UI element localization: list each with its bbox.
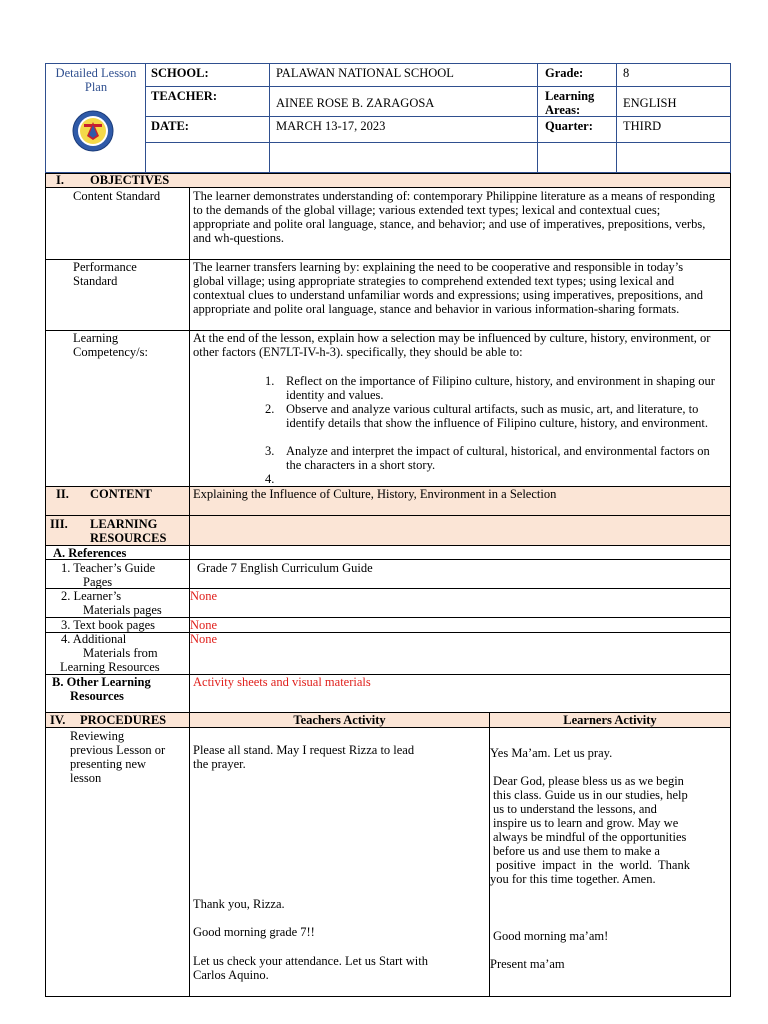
competency-item-num: 2. — [265, 402, 275, 416]
header-divider — [145, 142, 731, 143]
resource-label: Pages — [83, 575, 113, 589]
table-border — [730, 173, 731, 997]
content-title: CONTENT — [90, 487, 152, 501]
row-divider — [45, 588, 731, 589]
teacher-line: Good morning grade 7!! — [193, 925, 315, 939]
resources-title-2: RESOURCES — [90, 531, 167, 545]
header-divider — [145, 63, 146, 173]
content-num: II. — [56, 487, 69, 501]
table-border — [45, 996, 731, 997]
competency-item-text: Observe and analyze various cultural artifacts, such as music, art, and literature, to identify details that show the influence of Filipino culture, history, and environment. — [286, 402, 709, 430]
references-label: A. References — [53, 546, 127, 560]
date-value: MARCH 13-17, 2023 — [276, 119, 386, 133]
row-divider — [45, 545, 731, 546]
competency-item-text: Analyze and interpret the impact of cultural, historical, and environmental factors on the characters in a short story. — [286, 444, 710, 472]
resource-label: Materials from — [83, 646, 158, 660]
learner-line: you for this time together. Amen. — [490, 872, 656, 886]
resource-label: 1. Teacher’s Guide — [61, 561, 156, 575]
doc-title: Detailed Lesson Plan — [55, 66, 137, 94]
header-divider — [537, 63, 538, 173]
teacher-line: Please all stand. May I request Rizza to lead — [193, 743, 415, 757]
header-top-border — [45, 63, 731, 64]
teachers-activity-header: Teachers Activity — [293, 713, 386, 727]
school-label: SCHOOL: — [151, 66, 209, 80]
other-resources-label: Resources — [70, 689, 124, 703]
quarter-value: THIRD — [623, 119, 662, 133]
resource-label: Materials pages — [83, 603, 162, 617]
date-label: DATE: — [151, 119, 189, 133]
deped-seal-logo — [72, 110, 114, 152]
teacher-line: the prayer. — [193, 757, 246, 771]
teacher-line: Thank you, Rizza. — [193, 897, 285, 911]
procedure-step-label: previous Lesson or — [70, 743, 166, 757]
learner-line: this class. Guide us in our studies, help — [493, 788, 688, 802]
grade-label: Grade: — [545, 66, 584, 80]
objectives-num: I. — [56, 173, 64, 187]
teacher-line: Let us check your attendance. Let us Start with — [193, 954, 428, 968]
quarter-label: Quarter: — [545, 119, 593, 133]
content-text: Explaining the Influence of Culture, History, Environment in a Selection — [193, 487, 557, 501]
resource-value: Grade 7 English Curriculum Guide — [197, 561, 373, 575]
content-standard-label: Content Standard — [73, 189, 161, 203]
learner-line: Yes Ma’am. Let us pray. — [490, 746, 613, 760]
learner-line: Good morning ma’am! — [493, 929, 609, 943]
resource-label: 2. Learner’s — [61, 589, 122, 603]
row-divider — [45, 632, 731, 633]
performance-standard-label: Performance Standard — [73, 260, 137, 288]
grade-value: 8 — [623, 66, 630, 80]
header-divider — [269, 63, 270, 173]
competency-item-num: 4. — [265, 472, 275, 486]
row-divider — [45, 727, 731, 728]
resource-label: Learning Resources — [60, 660, 160, 674]
procedure-step-label: Reviewing — [70, 729, 125, 743]
header-right-border — [730, 63, 731, 173]
learning-areas-value: ENGLISH — [623, 96, 677, 110]
learners-activity-header: Learners Activity — [563, 713, 657, 727]
row-divider — [45, 187, 731, 188]
teacher-label: TEACHER: — [151, 89, 217, 103]
procedures-num: IV. — [50, 713, 66, 727]
resources-num: III. — [50, 517, 68, 531]
competency-intro: At the end of the lesson, explain how a selection may be influenced by culture, history, environment, or other factors (EN7LT-IV-h-3). specifically, they should be able to: — [193, 331, 711, 359]
learner-line: Dear God, please bless us as we begin — [493, 774, 684, 788]
procedures-title: PROCEDURES — [80, 713, 167, 727]
header-divider — [145, 116, 731, 117]
competency-item-num: 1. — [265, 374, 275, 388]
header-left-border — [45, 63, 46, 173]
learner-line: before us and use them to make a — [493, 844, 660, 858]
other-resources-value: Activity sheets and visual materials — [193, 675, 371, 689]
learner-line: inspire us to learn and grow. May we — [493, 816, 679, 830]
header-divider — [145, 86, 731, 87]
procedure-step-label: presenting new — [70, 757, 147, 771]
table-border — [45, 173, 46, 997]
resources-title-1: LEARNING — [90, 517, 158, 531]
teacher-line: Carlos Aquino. — [193, 968, 269, 982]
resource-value: None — [190, 589, 218, 603]
learning-areas-label: Learning Areas: — [545, 89, 595, 117]
content-standard-text: The learner demonstrates understanding of: contemporary Philippine literature as a means of responding to the demands of the global village; various extended text types; lexical and contextual cues; appropriate and polite oral language, stance, and behavior; and use of imperatives, prepositions, verbs, and wh-questions. — [193, 189, 716, 245]
teacher-value: AINEE ROSE B. ZARAGOSA — [276, 96, 435, 110]
objectives-title: OBJECTIVES — [90, 173, 170, 187]
performance-standard-text: The learner transfers learning by: explaining the need to be cooperative and responsible in today’s global village; using appropriate strategies to comprehend extended text types; using lexical and contextual clues to understand unfamiliar words and expressions; using imperatives, prepositions, and appropriate and polite oral language, stance and behavior in various information-sharing formats. — [193, 260, 703, 316]
school-value: PALAWAN NATIONAL SCHOOL — [276, 66, 454, 80]
learner-line: Present ma’am — [490, 957, 565, 971]
row-divider — [45, 559, 731, 560]
other-resources-label: B. Other Learning — [52, 675, 151, 689]
resource-label: 4. Additional — [61, 632, 127, 646]
learner-line: us to understand the lessons, and — [493, 802, 657, 816]
procedure-step-label: lesson — [70, 771, 102, 785]
competency-label: Learning Competency/s: — [73, 331, 148, 359]
row-divider — [45, 515, 731, 516]
learner-line: positive impact in the world. Thank — [493, 858, 690, 872]
competency-item-text: Reflect on the importance of Filipino culture, history, and environment in shaping our identity and values. — [286, 374, 715, 402]
resource-value: None — [190, 618, 218, 632]
learner-line: always be mindful of the opportunities — [493, 830, 687, 844]
competency-item-num: 3. — [265, 444, 275, 458]
header-divider — [616, 63, 617, 173]
resource-value: None — [190, 632, 218, 646]
resource-label: 3. Text book pages — [61, 618, 156, 632]
